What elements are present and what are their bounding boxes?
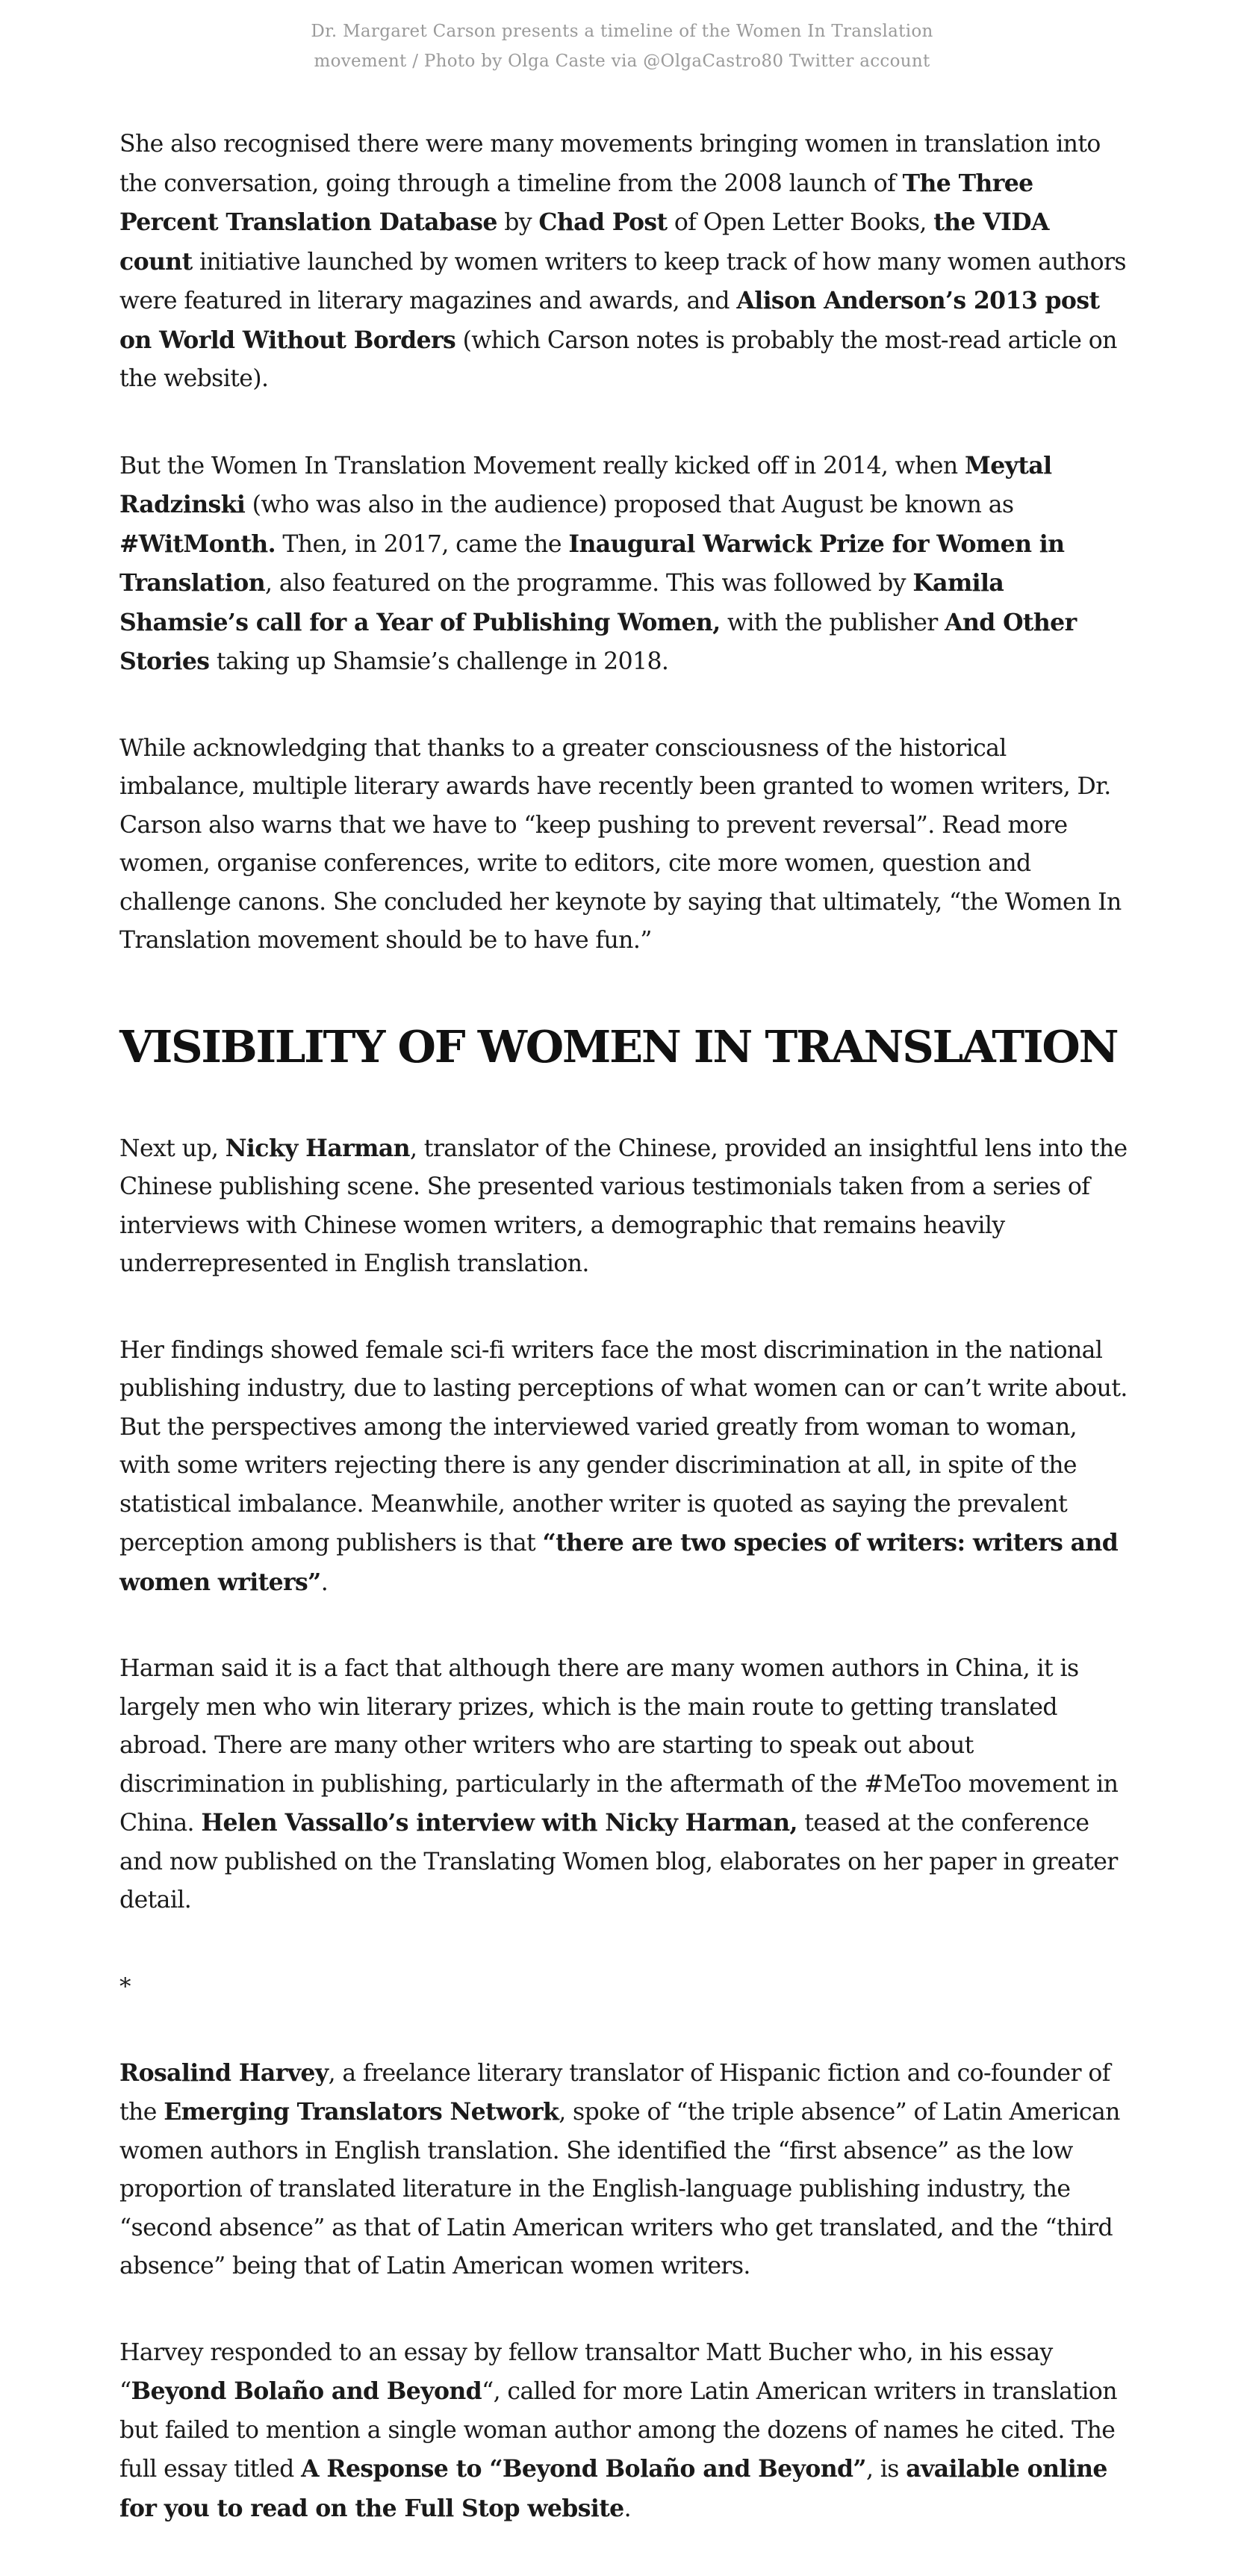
text-run: She also recognised there were many movements bringing women in translation into the conversation, going through a timeline from the 2008 launch of xyxy=(119,131,1101,197)
text-run: . xyxy=(320,1568,329,1596)
paragraph-movement-kickoff xyxy=(119,447,1129,682)
bold-emerging-translators-network: Emerging Translators Network xyxy=(164,2098,559,2126)
bold-response-title: A Response to “Beyond Bolaño and Beyond” xyxy=(301,2455,866,2483)
section-heading: VISIBILITY OF WOMEN IN TRANSLATION xyxy=(119,1020,1118,1073)
paragraph-nicky-harman-intro xyxy=(119,1129,1129,1284)
bold-nicky-harman: Nicky Harman xyxy=(225,1134,410,1162)
text-run: Harman said it is a fact that although there are many women authors in China, it is largely men who win literary prizes, which is the main route to getting translated abroad. There are many other writers who are starting to speak out about discrimination in publishing, particularly in the aftermath of the #MeToo movement in China. xyxy=(119,1655,1119,1837)
text-run: While acknowledging that thanks to a greater consciousness of the historical imbalance, multiple literary awards have recently been granted to women writers, Dr. Carson also warns that we have to “keep pushing to prevent reversal”. Read more women, organise conferences, write to editors, cite more women, question and challenge canons. She concluded her keynote by saying that ultimately, “the Women In Translation movement should be to have fun.” xyxy=(119,734,1122,954)
bold-rosalind-harvey: Rosalind Harvey xyxy=(119,2058,329,2087)
text-run: teased at the conference and now published on the Translating Women blog, elaborates on her paper in greater detail. xyxy=(119,1810,1118,1914)
bold-beyond-bolano: Beyond Bolaño and Beyond xyxy=(131,2377,482,2405)
text-run: But the Women In Translation Movement really kicked off in 2014, when xyxy=(119,452,965,479)
bold-witmonth: #WitMonth. xyxy=(119,530,276,558)
bold-helen-vassallo-interview: Helen Vassallo’s interview with Nicky Harman, xyxy=(201,1809,797,1837)
text-run: by xyxy=(497,209,539,236)
text-run: Then, in 2017, came the xyxy=(275,530,569,558)
bold-two-species-quote: “there are two species of writers: writers and women writers” xyxy=(119,1529,1119,1596)
photo-caption xyxy=(0,16,1244,76)
bold-and-other-stories: And Other Stories xyxy=(119,608,1077,675)
paragraph-harvey-response xyxy=(119,2334,1129,2529)
bold-warwick-prize: Inaugural Warwick Prize for Women in Translation xyxy=(119,530,1065,597)
text-run: , is xyxy=(865,2456,906,2483)
text-run: . xyxy=(623,2495,632,2522)
photo-caption-line-1: Dr. Margaret Carson presents a timeline of the Women In Translation xyxy=(311,22,933,41)
text-run: Next up, xyxy=(119,1135,226,1162)
bold-three-percent-database: The Three Percent Translation Database xyxy=(119,169,1033,236)
text-run: (who was also in the audience) proposed that August be known as xyxy=(245,491,1014,518)
paragraph-keynote-conclusion xyxy=(119,730,1129,960)
photo-caption-line-2: movement / Photo by Olga Caste via @OlgaCastro80 Twitter account xyxy=(314,52,930,71)
bold-alison-anderson-post: Alison Anderson’s 2013 post on World Without Borders xyxy=(119,287,1100,354)
paragraph-findings xyxy=(119,1332,1129,1603)
text-run: “, called for more Latin American writers in translation but failed to mention a single woman author among the dozens of names he cited. The full essay titled xyxy=(119,2378,1117,2483)
text-run: (which Carson notes is probably the most-read article on the website). xyxy=(119,326,1117,392)
paragraph-literary-prizes xyxy=(119,1650,1129,1920)
bold-vida-count: the VIDA count xyxy=(119,208,1049,276)
text-run: taking up Shamsie’s challenge in 2018. xyxy=(209,648,669,675)
text-run: , a freelance literary translator of Hispanic fiction and co-founder of the xyxy=(119,2059,1110,2126)
article-body xyxy=(119,125,1129,2576)
paragraph-rosalind-harvey xyxy=(119,2054,1129,2286)
text-run: with the publisher xyxy=(720,609,945,636)
bold-kamila-shamsie-call: Kamila Shamsie’s call for a Year of Publishing Women, xyxy=(119,569,1004,636)
text-run: , translator of the Chinese, provided an insightful lens into the Chinese publishing scene. She presented various testimonials taken from a series of interviews with Chinese women writers, a demographic that remains heavily underrepresented in English translation. xyxy=(119,1135,1128,1277)
text-run: of Open Letter Books, xyxy=(667,209,934,236)
text-run: , spoke of “the triple absence” of Latin American women authors in English translation. She identified the “first absence” as the low proportion of translated literature in the English-language publishing industry, the “second absence” as that of Latin American writers who get translated, and the “third absence” being that of Latin American women writers. xyxy=(119,2099,1120,2279)
text-run: , also featured on the programme. This was followed by xyxy=(265,570,913,597)
text-run: Her findings showed female sci-fi writers face the most discrimination in the national publishing industry, due to lasting perceptions of what women can or can’t write about. But the perspectives among the interviewed varied greatly from woman to woman, with some writers rejecting there is any gender discrimination at all, in spite of the statistical imbalance. Meanwhile, another writer is quoted as saying the prevalent perception among publishers is that xyxy=(119,1336,1128,1557)
text-run: initiative launched by women writers to keep track of how many women authors were featured in literary magazines and awards, and xyxy=(119,248,1126,314)
bold-chad-post: Chad Post xyxy=(538,208,668,236)
bold-full-stop-link[interactable]: available online for you to read on the Full Stop website xyxy=(119,2455,1107,2522)
paragraph-timeline xyxy=(119,125,1129,399)
text-run: Harvey responded to an essay by fellow transaltor Matt Bucher who, in his essay “ xyxy=(119,2338,1053,2405)
section-separator: * xyxy=(119,1973,131,2000)
bold-meytal-radzinski: Meytal Radzinski xyxy=(119,451,1052,518)
